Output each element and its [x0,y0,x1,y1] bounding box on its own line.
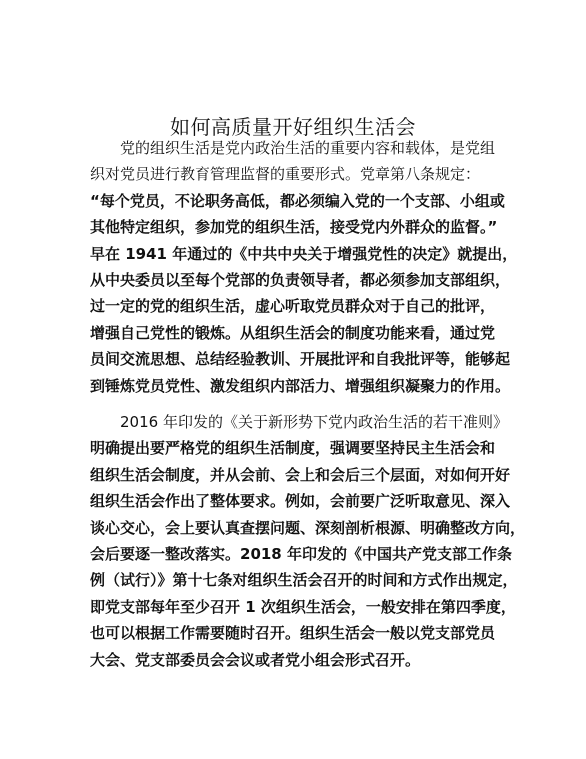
paragraph-2-line: 组织生活会制度，并从会前、会上和会后三个层面，对如何开好 [90,465,511,484]
paragraph-1 [90,135,518,399]
paragraph-2-line: 谈心交心，会上要认真查摆问题、深刻剖析根源、明确整改方向， [90,518,526,537]
paragraph-1-line: 员间交流思想、总结经验教训、开展批评和自我批评等，能够起 [90,350,511,369]
paragraph-2-line: 例（试行）》第十七条对组织生活会召开的时间和方式作出规定， [90,571,518,590]
paragraph-1-line: 增强自己党性的锻炼。从组织生活会的制度功能来看，通过党 [90,323,496,342]
paragraph-1-line: “每个党员，不论职务高低，都必须编入党的一个支部、小组或 [90,191,505,210]
paragraph-1-line: 早在 1941 年通过的《中共中央关于增强党性的决定》就提出， [90,244,518,263]
paragraph-1-line: 从中央委员以至每个党部的负责领导者，都必须参加支部组织， [90,271,511,290]
paragraph-2-line: 组织生活会作出了整体要求。例如，会前要广泛听取意见、深入 [90,492,511,511]
paragraph-2-line: 大会、党支部委员会会议或者党小组会形式召开。 [90,650,421,669]
paragraph-2 [90,409,526,673]
paragraph-1-line: 党的组织生活是党内政治生活的重要内容和载体，是党组 [120,139,496,157]
paragraph-1-line: 到锤炼党员党性、激发组织内部活力、增强组织凝聚力的作用。 [90,376,511,395]
paragraph-2-line: 2016 年印发的《关于新形势下党内政治生活的若干准则》 [120,413,508,431]
paragraph-2-line: 明确提出要严格党的组织生活制度，强调要坚持民主生活会和 [90,439,496,458]
document-title: 如何高质量开好组织生活会 [170,115,416,140]
paragraph-2-line: 也可以根据工作需要随时召开。组织生活会一般以党支部党员 [90,624,496,643]
paragraph-1-line: 织对党员进行教育管理监督的重要形式。党章第八条规定： [90,165,481,184]
paragraph-2-line: 即党支部每年至少召开 1 次组织生活会，一般安排在第四季度， [90,597,516,616]
paragraph-2-line: 会后要逐一整改落实。2018 年印发的《中国共产党支部工作条 [90,545,512,564]
paragraph-1-line: 过一定的党的组织生活，虚心听取党员群众对于自己的批评， [90,297,496,316]
paragraph-1-line: 其他特定组织，参加党的组织生活，接受党内外群众的监督。” [90,218,498,237]
